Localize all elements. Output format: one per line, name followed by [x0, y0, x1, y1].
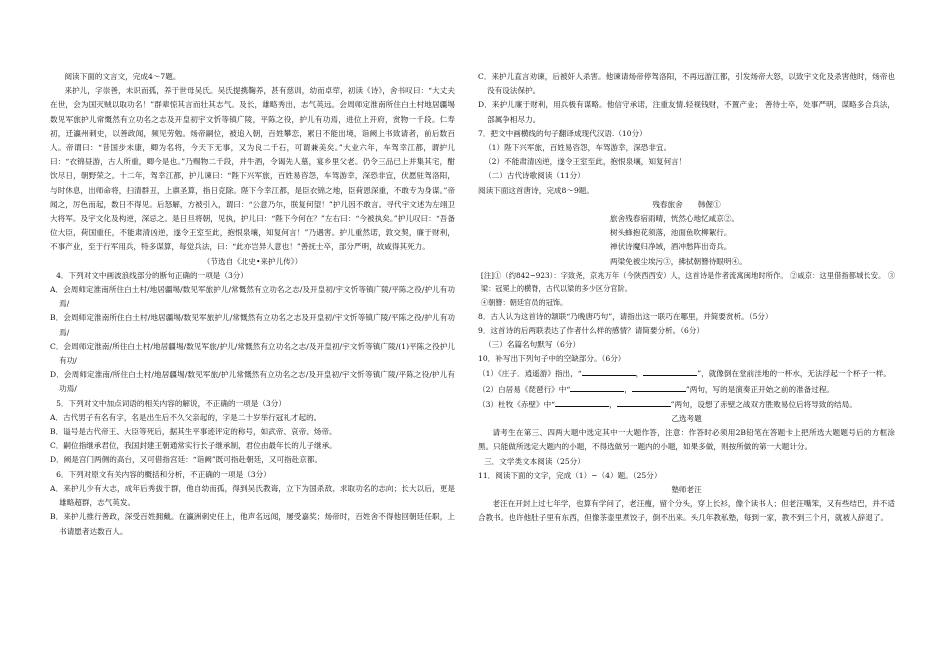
question-7-stem: 7．把文中画横线的句子翻译成现代汉语.（10分）: [478, 128, 647, 138]
question-4-option-a: A．会周师定淮南所住白土村/地居疆埸/数见军旅护儿/常慨然有立功名之志/及开皇初/宇文忻等镇广陵/平陈之役/护儿有功焉/: [50, 285, 455, 309]
question-5-option-a: A．古代男子有名有字，名是出生后不久父亲起的，字是二十岁举行冠礼才起的。: [50, 412, 322, 422]
poem-line: 树头蜂抱花须落，池面鱼吹柳絮行。: [610, 228, 732, 238]
passage-source: （节选自《北史•来护儿传》）: [202, 256, 303, 266]
answer-blank[interactable]: [555, 397, 609, 407]
question-5-option-d: D．阙是宫门两侧的高台，又可借指宫廷：“诣阙”既可指赴朝廷，又可指赴京都。: [50, 455, 323, 465]
section-literary-heading: 三．文学类文本阅读（25分）: [484, 456, 585, 466]
question-6-option-d: D．来护儿廉于财利，用兵极有谋略。他信守承诺，注重友情.轻视钱财，不置产业； 善待士卒，处事严明，谋略多合兵法，部属争相尽力。: [478, 100, 895, 124]
question-11-stem: 11．阅读下面的文字，完成（1）~（4）题。（25分）: [478, 470, 662, 480]
question-5-option-c: C．嗣位指继承君位，我国封建王朝通常实行长子继承制，君位由最年长的儿子继承。: [50, 441, 337, 451]
section-dictation-heading: （三）名篇名句默写（6分）: [484, 340, 581, 350]
question-6-stem: 6．下列对原文有关内容的概括和分析，不正确的一项是（3分）: [56, 469, 271, 479]
poem-title: 残春旅舍 韩偓①: [652, 199, 721, 209]
question-7-item-2: （2）不能肃清凶逆，遂令王室至此，抱恨泉壤，知复何言！: [484, 157, 687, 167]
classical-passage: 来护儿，字崇善，未识而孤，养于世母吴氏。吴氏提携鞠养，甚有慈训，幼而卓荦，初读《诗》，舍书叹曰：“大丈夫在世，会为国灭贼以取功名！”群辈惊其言而壮其志气。及长，雄略秀出，志气英远。会周师定淮南所住白土村地居疆埸数见军旅护儿常慨然有立功名之志及开皇初宇文忻等镇广陵，平陈之役，护儿有功焉，进位上开府，赏物一千段。仁寿初，迁瀛州刺史，以善政闻，频见劳勉。炀帝嗣位，被追入朝，百姓攀恋，累日不能出境，诣阙上书致请者，前后数百人。帝谓曰：“昔国步未康，卿为名将，今天下无事，又为良二千石，可谓兼美矣。”大业六年，车驾幸江都，谓护儿曰：“衣锦昼游，古人所重，卿今是也。”乃赐物二千段，并牛酒，令谒先人墓，宴乡里父老。仍令三品已上并集其宅，酣饮尽日，朝野荣之。十二年，驾幸江都，护儿谏曰：“陛下兴军旅，百姓易咨怨，车驾游幸，深恐非宜，伏愿驻驾洛阳，与时休息，出师命将，扫清群丑，上禀圣算，指日克除。陛下今幸江都，是臣衣锦之地，臣荷恩深重，不敢专为身谋。”帝闻之，厉色而起，数日不得见。后怒解，方被引入，谓曰：“公意乃尔，朕复何望！”护儿因不敢言。寻代宇文述为左翊卫大将军。及宇文化及构逆，深忌之。是日旦将朝，见执，护儿曰：“陛下今何在？”左右曰：“今被执矣。”护儿叹曰：“吾备位大臣，荷国重任，不能肃清凶逆，遂令王室至此，抱恨泉壤，知复何言！”乃遇害。护儿重然诺，敦交契，廉于财利，不事产业，至于行军用兵，特多谋算，每觉兵法，曰：“此亦岂异人意也！”善抚士卒，部分严明，故咸得其死力。: [50, 86, 455, 252]
poem-line: 禅伏诗魔归净域，酒冲愁阵出奇兵。: [610, 242, 732, 252]
answer-blank[interactable]: [617, 397, 671, 407]
question-10-item-2: （2）白居易《琵琶行》中“ ， ”两句，写的是演奏正开始之前的准备过程。: [478, 382, 895, 397]
question-8: 8．古人认为这首诗的颔联“乃晚唐巧句”，请指出这一联巧在哪里，并简要赏析。（5分）: [478, 311, 773, 321]
question-4-stem: 4．下列对文中画波浪线部分的断句正确的一项是（3分）: [56, 270, 248, 280]
story-title: 塾师老汪: [671, 485, 702, 495]
question-10-item-3: （3）杜牧《赤壁》中“ ， ”两句，设想了赤壁之战双方胜败易位后将导致的结局。: [478, 397, 895, 412]
answer-blank[interactable]: [643, 366, 697, 376]
answer-blank[interactable]: [632, 382, 686, 392]
poem-note-4: ④朝簪：朝廷官员的冠饰。: [480, 298, 568, 308]
reading-instruction: 阅读下面的文言文，完成4～7题。: [64, 72, 181, 81]
optional-section-instructions: 请考生在第三、四两大题中选定其中一大题作答，注意：作答时必须用2B铅笔在答题卡上把所选大题题号后的方框涂黑。只能做所选定大题内的小题，不得选做另一题内的小题，如果多做，则按所做的第一大题计分。: [478, 428, 895, 452]
question-9: 9．这首诗的后两联表达了作者什么样的感情？请简要分析。（6分）: [478, 325, 705, 335]
poem-instruction: 阅读下面这首唐诗，完成8～9题。: [478, 185, 594, 195]
question-10-item-1: （1）《庄子．逍遥游》指出，“ ， ”，就像倒在堂前洼地的一杯水，无法浮起一个杯子一样。: [478, 366, 895, 381]
question-4-option-d: D．会周师定淮南/所住白土村/地居疆埸/数见军旅/护儿常慨然有立功名之志/及开皇初/宇文忻等镇广陵/平陈之役/护儿有功焉/: [50, 370, 455, 394]
question-6-option-a: A．来护儿少有大志，成年后秀拔于群，他自幼而孤，得到吴氏教诲，立下为国杀敌、求取功名的志向；长大以后，更是雄略超群，志气英发。: [50, 483, 455, 508]
optional-section-title: 乙选考题: [671, 414, 702, 424]
answer-blank[interactable]: [570, 382, 624, 392]
story-text: 老汪在开封上过七年学，也算有学问了，老汪瘦，留个分头，穿上长衫，像个读书人；但老汪嘴笨，又有些结巴，并不适合教书。也许他肚子里有东西，但像茶壶里煮饺子，倒不出来。头几年教私塾，每到一家，教不到三个月，就被人辞退了。: [478, 499, 895, 523]
section-poetry-heading: （二）古代诗歌阅读（11分）: [484, 171, 585, 181]
left-column: [50, 70, 455, 539]
question-10-stem: 10．补写出下列句子中的空缺部分。（6分）: [478, 354, 626, 364]
right-column: [478, 70, 895, 526]
question-6-option-b: B．来护儿推行善政，深受百姓拥戴。在瀛洲刺史任上，他声名远闻，屡受嘉奖；炀帝时，百姓舍不得他回朝廷任职，上书请愿者达数百人。: [50, 512, 455, 536]
question-7-item-1: （1）陛下兴军旅，百姓易咨怨，车驾游幸，深恐非宜。: [484, 143, 672, 153]
question-6-option-c: C．来护儿直言劝谏，后被奸人杀害。他谏请炀帝停驾洛阳，不再远游江都，引发炀帝大怒，以致宇文化及杀害他时，炀帝也没有设法保护。: [478, 72, 895, 96]
question-4-option-b: B．会周师定淮南所住白土村/地居疆埸/数见军旅护儿/常慨然有立功名之志及开皇初/宇文忻等镇广陵/平陈之役/护儿有功焉/: [50, 313, 455, 337]
question-5-stem: 5．下列对文中加点词语的相关内容的解说，不正确的一项是（3分）: [56, 398, 286, 408]
answer-blank[interactable]: [582, 366, 636, 376]
question-4-option-c: C．会周师定淮南/所住白土村/地居疆埸/数见军旅/护儿/常慨然有立功名之志/及开皇初/宇文忻等镇广陵/(1)平陈之役护儿有功/: [50, 341, 455, 366]
poem-line: 两梁免被尘埃污③，拂拭朝簪待眼明④。: [610, 256, 747, 266]
poem-notes: [注]①（约842~923）：字致尧，京兆万年（今陕西西安）人，这首诗是作者流寓闽地时所作。 ②咸京：这里借指都城长安。 ③梁：冠冕上的横脊，古代以梁的多少区分官阶。: [480, 270, 895, 294]
poem-line: 旅舍残春宿雨晴，恍然心地忆咸京②。: [610, 214, 740, 224]
question-5-option-b: B．谥号是古代帝王、大臣等死后，据其生平事迹评定的称号，如武帝、哀帝、炀帝。: [50, 427, 337, 437]
